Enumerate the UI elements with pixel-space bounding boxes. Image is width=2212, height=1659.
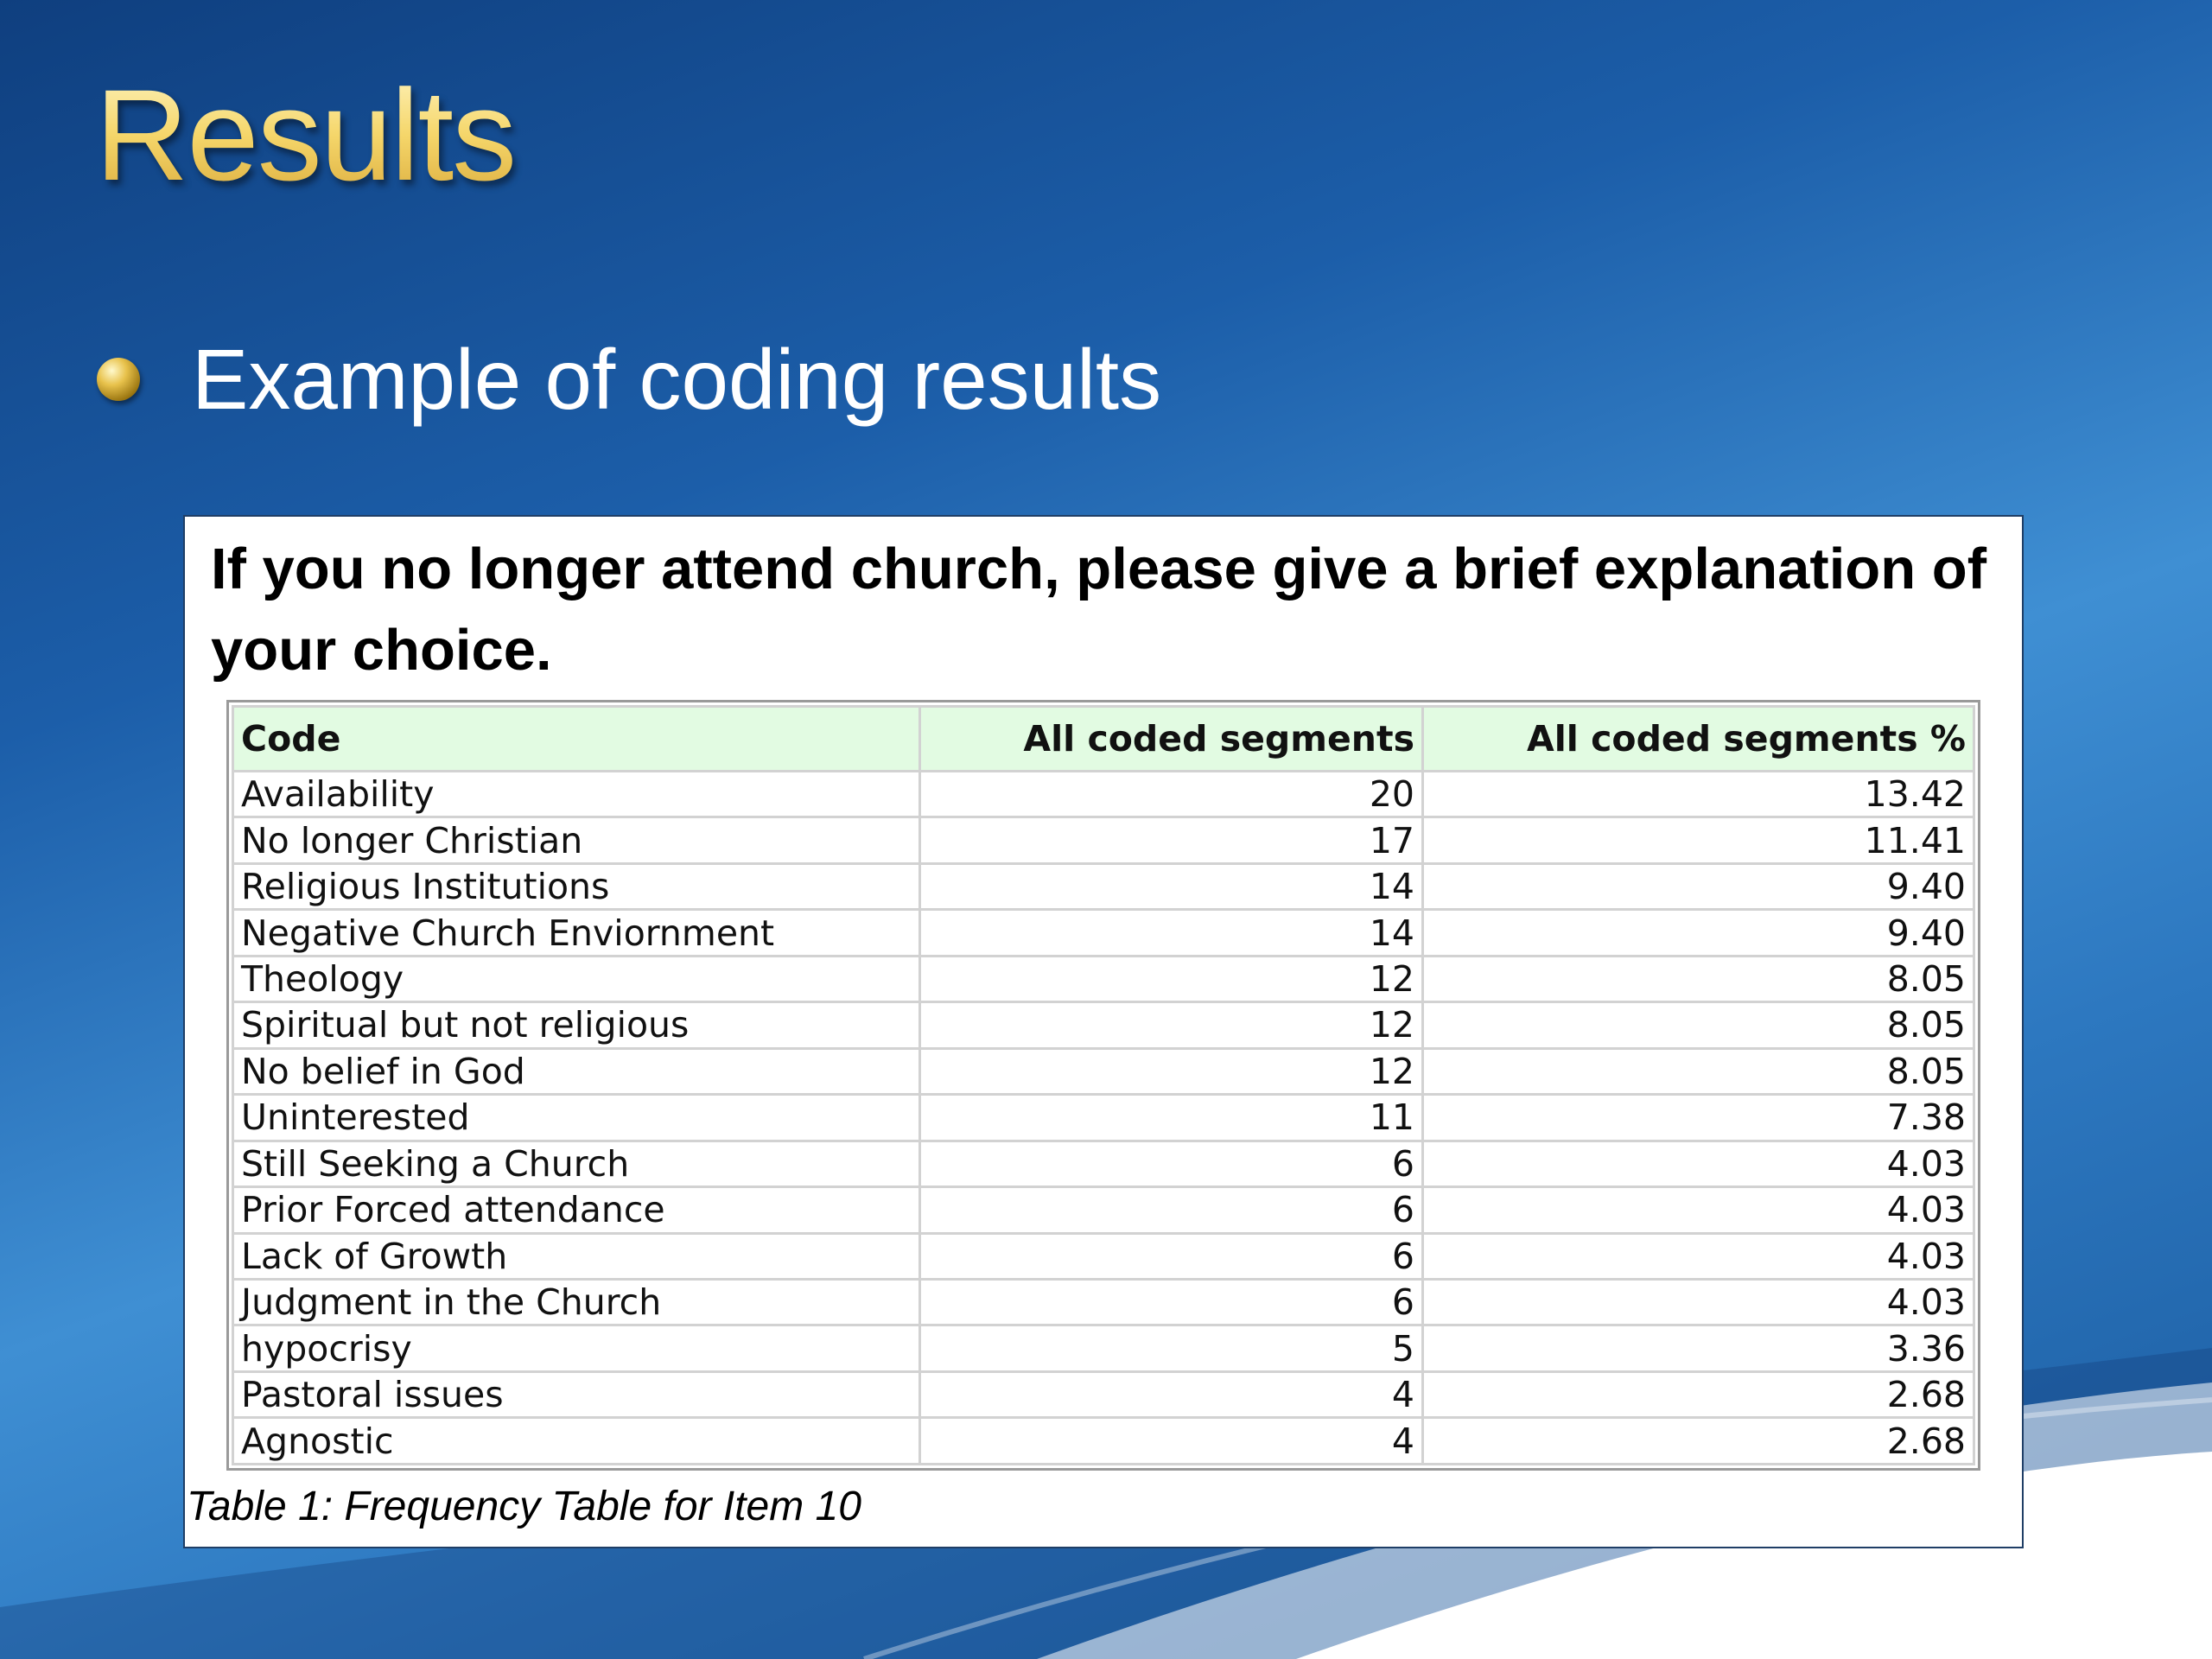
- table-row: [233, 863, 1974, 909]
- code-cell: Availability: [233, 772, 920, 817]
- count-cell: 12: [920, 1048, 1423, 1094]
- code-cell: Theology: [233, 956, 920, 1001]
- count-cell: 17: [920, 817, 1423, 863]
- table-row: [233, 1141, 1974, 1186]
- table-body: [233, 772, 1974, 1465]
- code-cell: Religious Institutions: [233, 863, 920, 909]
- percent-cell: 2.68: [1423, 1418, 1974, 1465]
- percent-cell: 4.03: [1423, 1141, 1974, 1186]
- survey-question: If you no longer attend church, please give a brief explanation of your choice.: [211, 537, 1987, 683]
- count-cell: 12: [920, 956, 1423, 1001]
- count-cell: 6: [920, 1279, 1423, 1325]
- percent-cell: 11.41: [1423, 817, 1974, 863]
- table-header-row: [233, 707, 1974, 772]
- code-cell: Uninterested: [233, 1095, 920, 1141]
- count-cell: 5: [920, 1325, 1423, 1371]
- table-row: [233, 1187, 1974, 1233]
- table-row: [233, 1371, 1974, 1417]
- percent-cell: 8.05: [1423, 1002, 1974, 1048]
- count-cell: 6: [920, 1233, 1423, 1279]
- count-cell: 11: [920, 1095, 1423, 1141]
- code-cell: Agnostic: [233, 1418, 920, 1465]
- table-caption: Table 1: Frequency Table for Item 10: [187, 1484, 861, 1529]
- code-cell: Negative Church Enviornment: [233, 910, 920, 956]
- bullet-dot-icon: [97, 358, 140, 401]
- count-cell: 4: [920, 1371, 1423, 1417]
- table-row: [233, 1002, 1974, 1048]
- table-row: [233, 1233, 1974, 1279]
- bullet-text: Example of coding results: [192, 332, 1162, 427]
- table-row: [233, 817, 1974, 863]
- table-row: [233, 1279, 1974, 1325]
- percent-cell: 3.36: [1423, 1325, 1974, 1371]
- frequency-table-frame: [226, 700, 1980, 1471]
- percent-cell: 8.05: [1423, 956, 1974, 1001]
- code-cell: Prior Forced attendance: [233, 1187, 920, 1233]
- table-row: [233, 956, 1974, 1001]
- percent-cell: 4.03: [1423, 1279, 1974, 1325]
- table-row: [233, 910, 1974, 956]
- percent-cell: 9.40: [1423, 910, 1974, 956]
- code-cell: No belief in God: [233, 1048, 920, 1094]
- table-row: [233, 1325, 1974, 1371]
- code-cell: Spiritual but not religious: [233, 1002, 920, 1048]
- percent-cell: 7.38: [1423, 1095, 1974, 1141]
- bullet-item: [97, 332, 1162, 427]
- count-cell: 6: [920, 1187, 1423, 1233]
- code-cell: No longer Christian: [233, 817, 920, 863]
- column-header-count: All coded segments: [920, 707, 1423, 772]
- table-row: [233, 772, 1974, 817]
- column-header-percent: All coded segments %: [1423, 707, 1974, 772]
- percent-cell: 13.42: [1423, 772, 1974, 817]
- count-cell: 12: [920, 1002, 1423, 1048]
- count-cell: 6: [920, 1141, 1423, 1186]
- code-cell: hypocrisy: [233, 1325, 920, 1371]
- percent-cell: 9.40: [1423, 863, 1974, 909]
- code-cell: Lack of Growth: [233, 1233, 920, 1279]
- percent-cell: 4.03: [1423, 1187, 1974, 1233]
- table-row: [233, 1095, 1974, 1141]
- count-cell: 14: [920, 910, 1423, 956]
- percent-cell: 2.68: [1423, 1371, 1974, 1417]
- code-cell: Still Seeking a Church: [233, 1141, 920, 1186]
- code-cell: Judgment in the Church: [233, 1279, 920, 1325]
- percent-cell: 8.05: [1423, 1048, 1974, 1094]
- column-header-code: Code: [233, 707, 920, 772]
- code-cell: Pastoral issues: [233, 1371, 920, 1417]
- count-cell: 4: [920, 1418, 1423, 1465]
- slide-title: Results: [95, 60, 515, 210]
- frequency-table: [232, 705, 1975, 1465]
- count-cell: 20: [920, 772, 1423, 817]
- table-row: [233, 1048, 1974, 1094]
- percent-cell: 4.03: [1423, 1233, 1974, 1279]
- table-figure: [183, 515, 2024, 1548]
- count-cell: 14: [920, 863, 1423, 909]
- table-row: [233, 1418, 1974, 1465]
